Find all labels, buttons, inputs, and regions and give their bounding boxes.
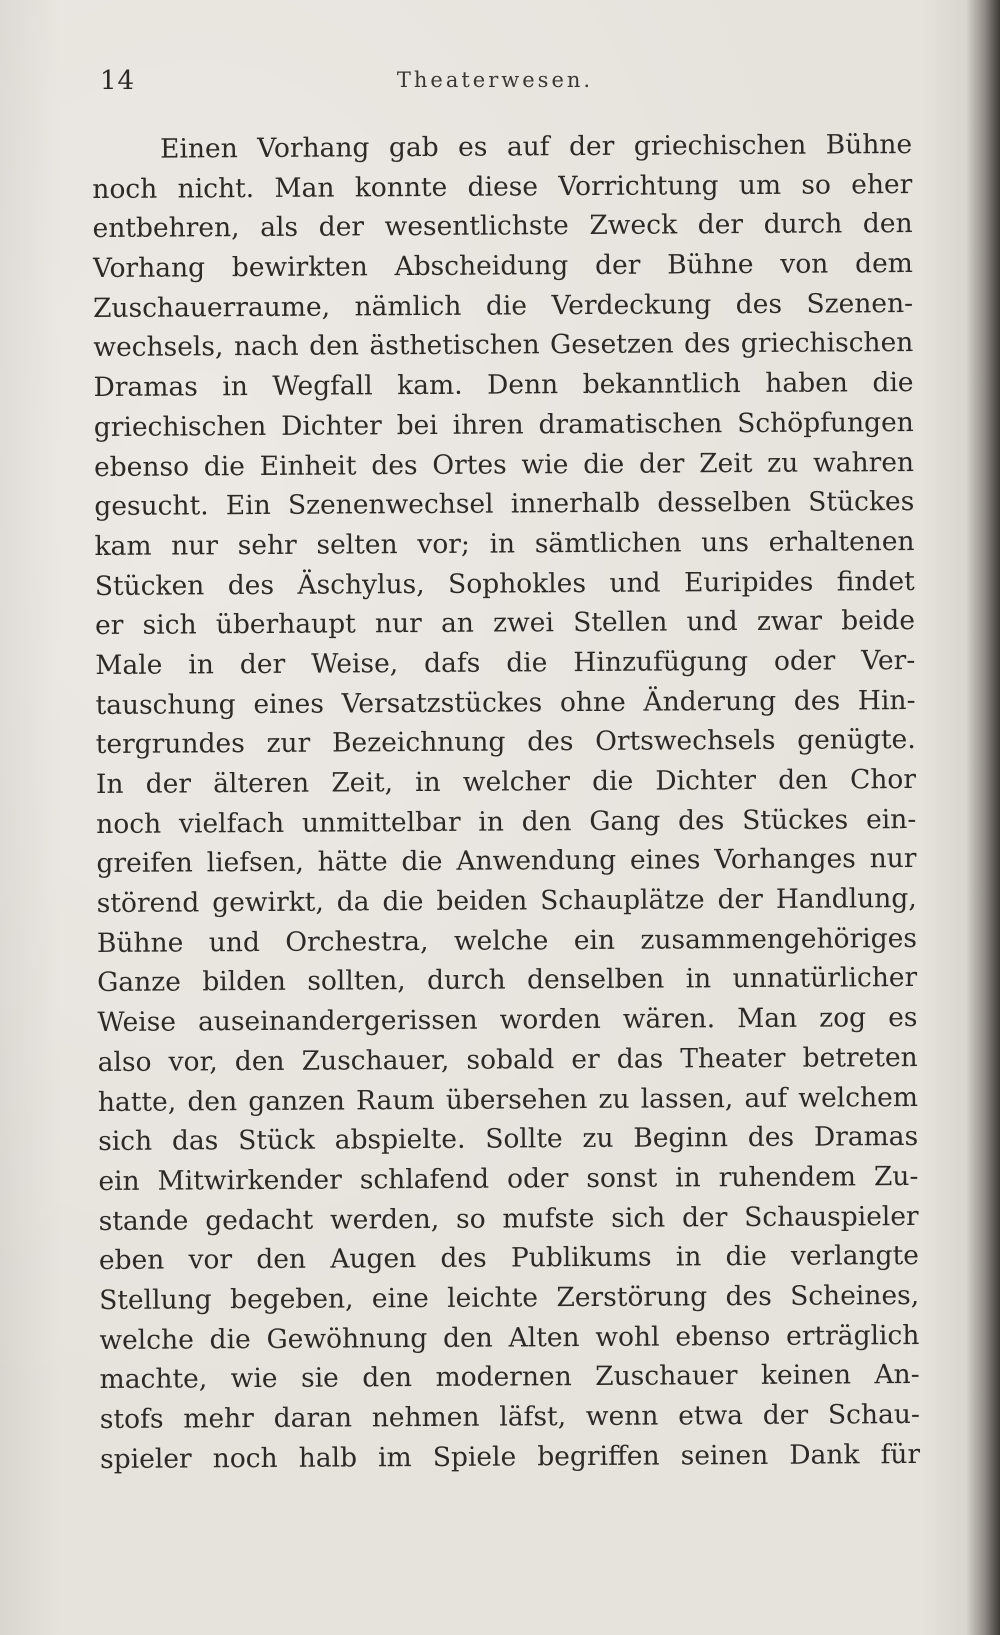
text-line: noch nicht. Man konnte diese Vorrichtung um so eher [92,168,913,205]
text-line: ebenso die Einheit des Ortes wie die der Zeit zu wahren [93,446,915,483]
text-line: er sich überhaupt nur an zwei Stellen und zwar beide [94,605,916,642]
text-line: stande gedacht werden, so mufste sich der Schauspieler [98,1200,919,1237]
text-line: noch vielfach unmittelbar in den Gang des Stückes ein- [96,803,917,840]
text-line: In der älteren Zeit, in welcher die Dichter den Chor [95,763,917,800]
text-line: hatte, den ganzen Raum übersehen zu lassen, auf welchem [97,1081,919,1118]
text-line: Stellung begeben, eine leichte Zerstörung des Scheines, [99,1279,920,1316]
text-line: gesucht. Ein Szenenwechsel innerhalb desselben Stückes [94,486,915,523]
text-line: wechsels, nach den ästhetischen Gesetzen des griechischen [93,327,914,364]
text-line: entbehren, als der wesentlichste Zweck der durch den [92,208,913,245]
text-line: also vor, den Zuschauer, sobald er das Theater betreten [97,1041,918,1078]
text-line: Male in der Weise, dafs die Hinzufügung oder Ver- [95,644,916,681]
text-line: griechischen Dichter bei ihren dramatischen Schöpfungen [93,406,914,443]
text-line: Dramas in Wegfall kam. Denn bekanntlich haben die [93,367,914,404]
text-line: welche die Gewöhnung den Alten wohl ebenso erträglich [99,1319,920,1356]
text-line: Weise auseinandergerissen worden wären. Man zog es [97,1002,918,1039]
text-line: stofs mehr daran nehmen läfst, wenn etwa der Schau- [99,1398,920,1435]
text-line: machte, wie sie den modernen Zuschauer keinen An- [99,1359,920,1396]
running-title: Theaterwesen. [396,68,594,92]
text-line: Vorhang bewirkten Abscheidung der Bühne von dem [92,248,913,285]
page-number: 14 [100,66,136,96]
text-line: ein Mitwirkender schlafend oder sonst in ruhendem Zu- [98,1160,919,1197]
text-line: Bühne und Orchestra, welche ein zusammengehöriges [96,922,918,959]
text-line: kam nur sehr selten vor; in sämtlichen uns erhaltenen [94,525,915,562]
text-line: tergrundes zur Bezeichnung des Ortswechsels genügte. [95,724,916,761]
text-line: Stücken des Äschylus, Sophokles und Euripides findet [94,565,915,602]
text-line: störend gewirkt, da die beiden Schauplätze der Handlung, [96,883,917,920]
page-edge-shadow [966,0,1000,1635]
text-line: sich das Stück abspielte. Sollte zu Beginn des Dramas [98,1121,919,1158]
text-line: greifen liefsen, hätte die Anwendung eines Vorhanges nur [96,843,917,880]
page-header [100,66,890,106]
text-line: tauschung eines Versatzstückes ohne Änderung des Hin- [95,684,916,721]
body-text [92,125,920,1479]
text-line: Ganze bilden sollten, durch denselben in unnatürlicher [97,962,918,999]
text-line: Einen Vorhang gab es auf der griechischen Bühne [160,128,913,165]
text-line: eben vor den Augen des Publikums in die verlangte [98,1240,919,1277]
text-line: spieler noch halb im Spiele begriffen seinen Dank für [100,1438,921,1475]
text-line: Zuschauerraume, nämlich die Verdeckung des Szenen- [92,287,914,324]
